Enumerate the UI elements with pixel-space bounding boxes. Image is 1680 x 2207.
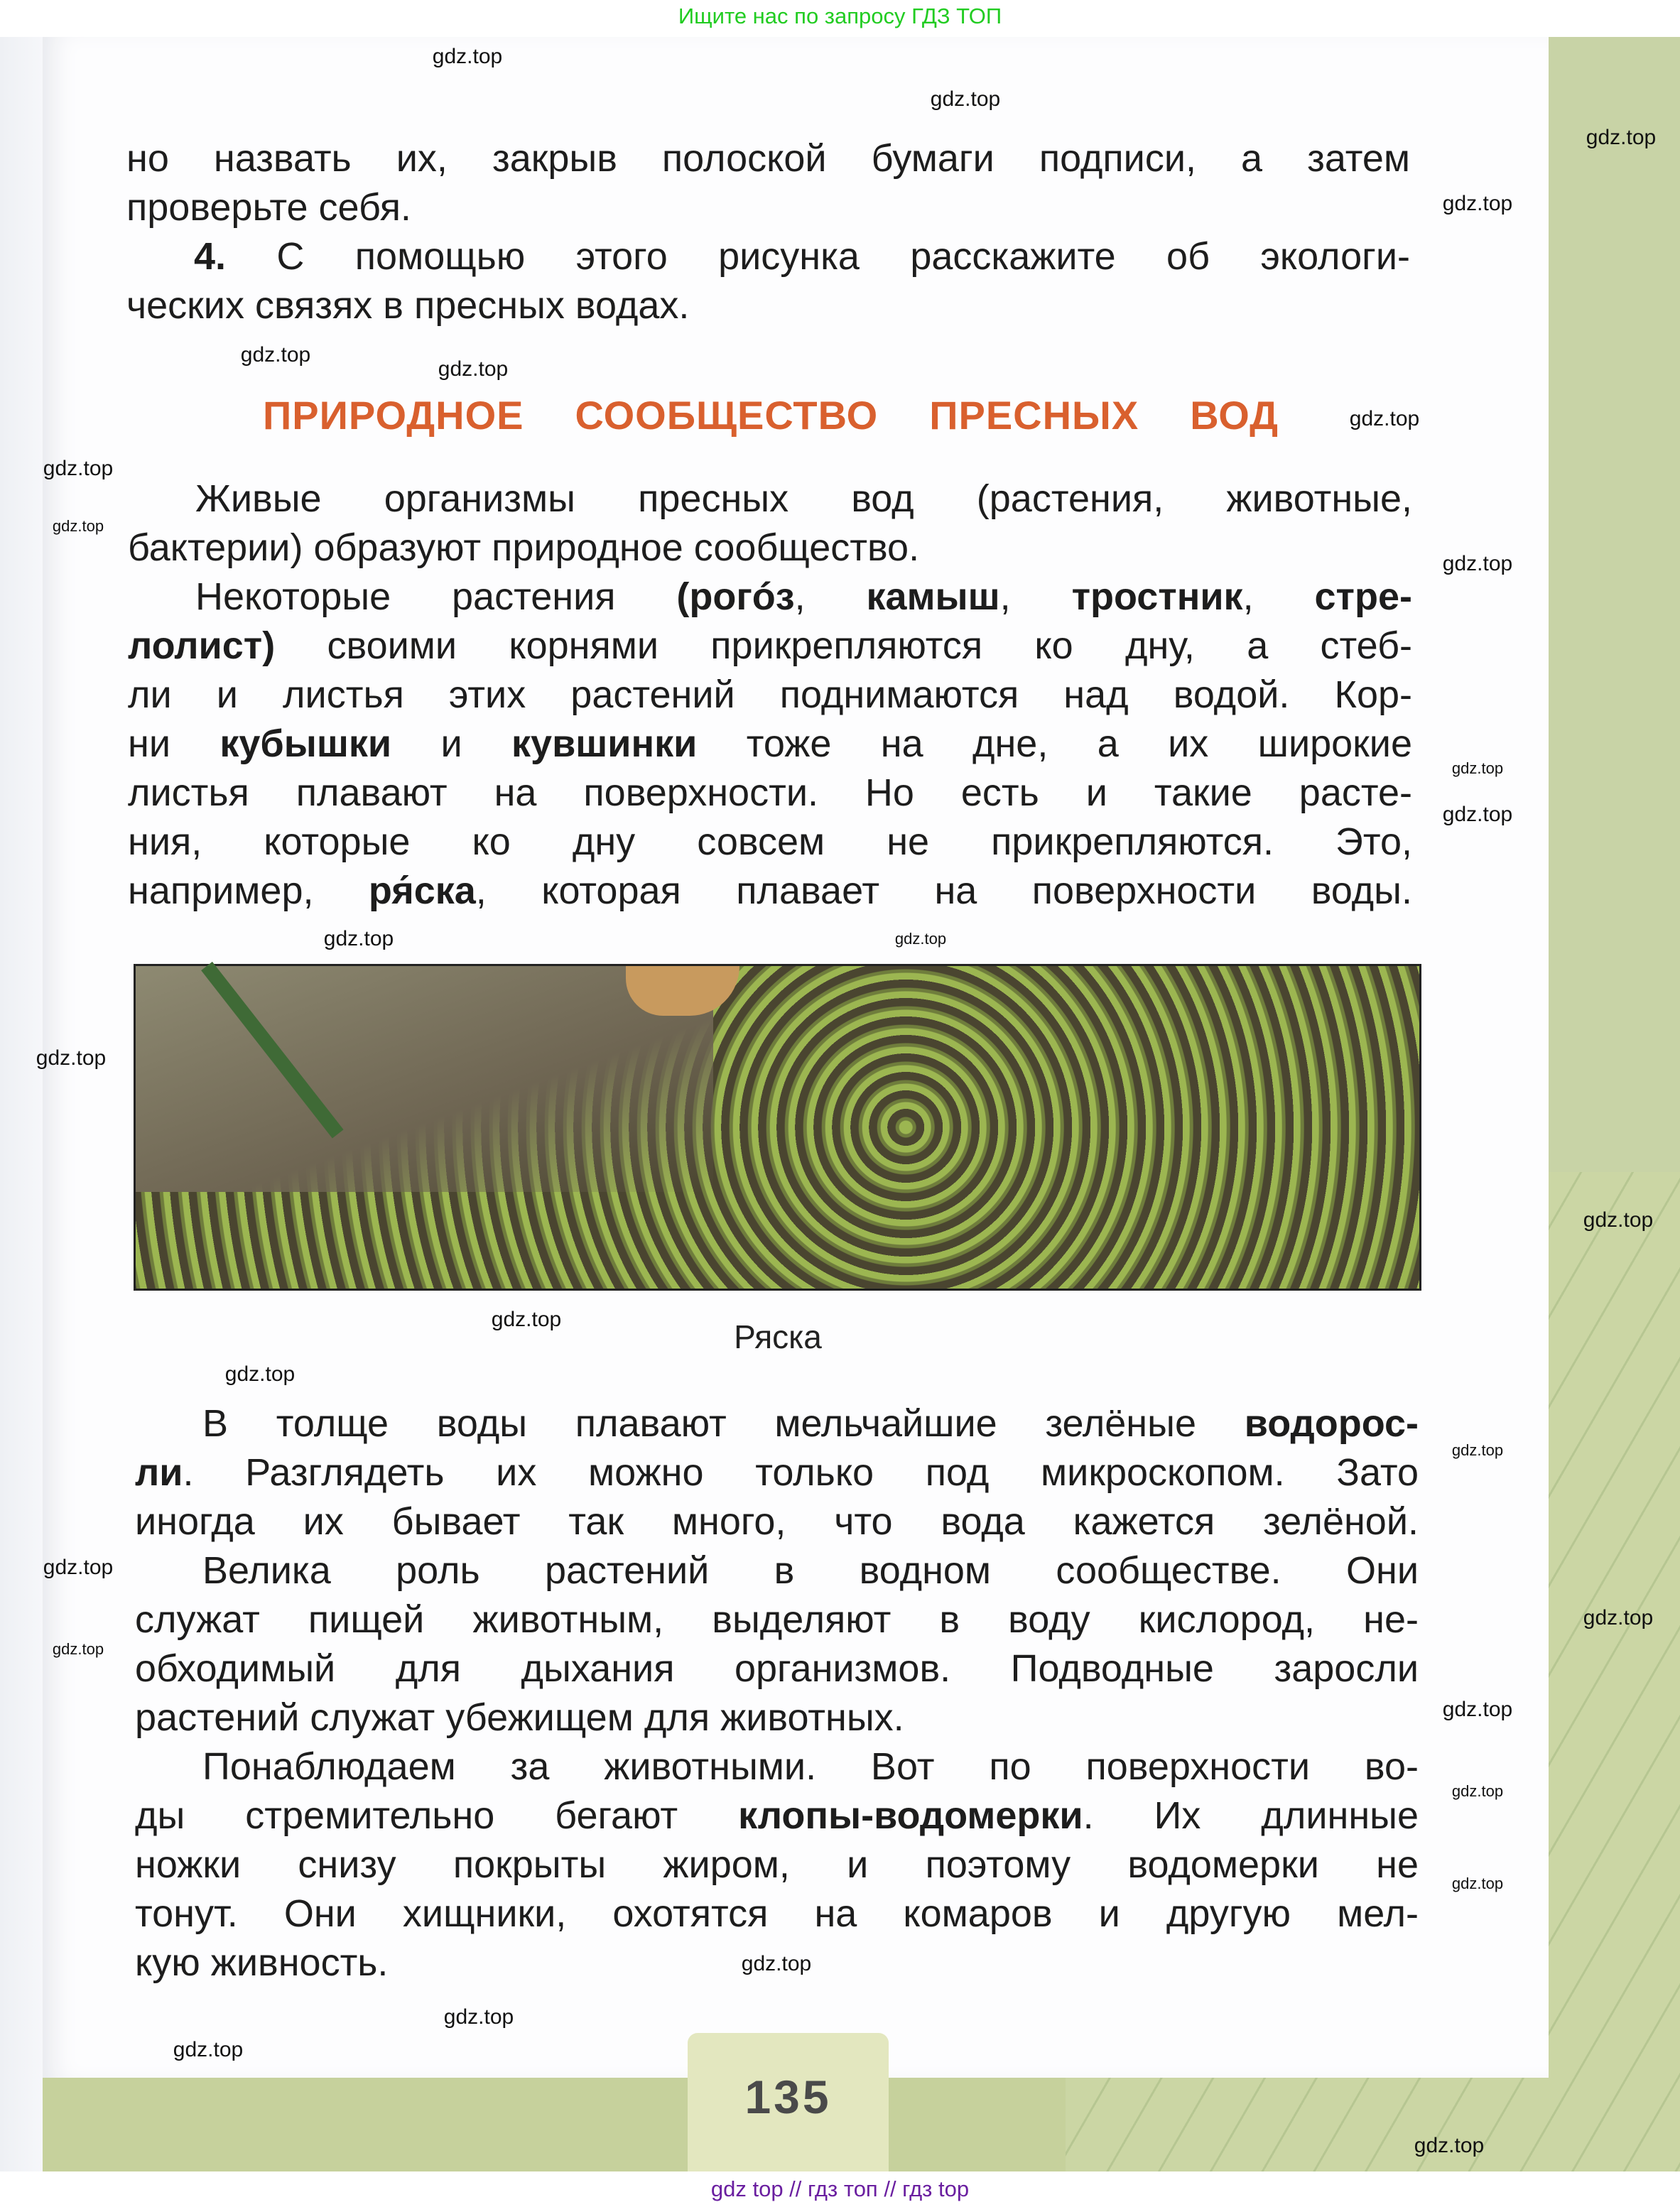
text-line (128, 622, 1412, 671)
text-line (128, 769, 1412, 818)
text-segment: . Их длинные (1083, 1794, 1419, 1837)
text-segment: ческих связях в пресных водах. (126, 284, 690, 327)
footer-banner (0, 2171, 1680, 2207)
text-segment: бактерии) образуют природное сообщество. (128, 526, 920, 569)
watermark: gdz.top (1349, 407, 1420, 430)
text-segment: иногда их бывает так много, что вода кажется зелёной. (135, 1500, 1419, 1543)
text-segment: листья плавают на поверхности. Но есть и такие расте- (128, 771, 1412, 814)
text-segment: служат пищей животным, выделяют в воду кислород, не- (135, 1598, 1419, 1641)
watermark: gdz.top (323, 927, 394, 950)
text-segment: С помощью этого рисунка расскажите об экологи- (276, 235, 1411, 278)
watermark: gdz.top (1442, 803, 1513, 826)
text-segment: растений служат убежищем для животных. (135, 1696, 904, 1739)
watermark: gdz.top (240, 343, 311, 367)
text-line (135, 1644, 1419, 1693)
watermark: gdz.top (741, 1952, 812, 1975)
watermark: gdz.top (224, 1362, 296, 1386)
text-line (135, 1791, 1419, 1840)
watermark: gdz.top (432, 45, 503, 68)
text-line (128, 671, 1412, 720)
bold-term: лолист) (128, 624, 276, 667)
text-segment: кую живность. (135, 1941, 389, 1984)
top-banner-text: Ищите нас по запросу ГДЗ ТОП (678, 4, 1002, 28)
bold-term: кувшинки (511, 722, 698, 765)
text-segment: ли и листья этих растений поднимаются над водой. Кор- (128, 673, 1412, 716)
text-segment: проверьте себя. (126, 186, 411, 229)
text-line (202, 1546, 1419, 1595)
photo-caption: Ряска (734, 1318, 822, 1355)
text-segment: своими корнями прикрепляются ко дну, а стеб- (275, 624, 1412, 667)
text-segment: , (1242, 575, 1315, 618)
watermark: gdz.top (1451, 1782, 1504, 1800)
watermark: gdz.top (1451, 1441, 1504, 1459)
section-heading: ПРИРОДНОЕ СООБЩЕСТВО ПРЕСНЫХ ВОД (263, 393, 1279, 438)
text-segment: и (391, 722, 512, 765)
text-segment: тоже на дне, а их широкие (697, 722, 1412, 765)
text-line (135, 1595, 1419, 1644)
watermark: gdz.top (36, 1046, 107, 1070)
bold-term: ли (135, 1451, 183, 1494)
text-line (128, 720, 1412, 769)
text-segment: Велика роль растений в водном сообществе. Они (202, 1549, 1419, 1592)
watermark: gdz.top (43, 457, 114, 480)
text-line (135, 1840, 1419, 1889)
text-segment: , (999, 575, 1072, 618)
bold-term: (рогóз (676, 575, 795, 618)
photo-mud-area (136, 966, 713, 1192)
text-line (126, 183, 1410, 232)
text-segment: Понаблюдаем за животными. Вот по поверхности во- (202, 1745, 1419, 1788)
bold-term: тростник (1071, 575, 1243, 618)
text-segment: ножки снизу покрыты жиром, и поэтому водомерки не (135, 1843, 1419, 1886)
bold-term: кубышки (220, 722, 392, 765)
text-line (135, 1889, 1419, 1938)
text-line (126, 134, 1410, 183)
text-line (128, 867, 1412, 916)
text-segment: ния, которые ко дну совсем не прикрепляются. Это, (128, 820, 1412, 863)
bold-term: 4. (194, 235, 277, 278)
text-segment: но назвать их, закрыв полоской бумаги подписи, а затем (126, 137, 1410, 180)
watermark: gdz.top (1442, 1698, 1513, 1721)
watermark: gdz.top (1451, 1875, 1504, 1892)
watermark: gdz.top (438, 357, 509, 381)
watermark: gdz.top (52, 517, 104, 535)
bold-term: стре- (1314, 575, 1412, 618)
bold-term: камыш (866, 575, 1000, 618)
watermark: gdz.top (1442, 552, 1513, 575)
watermark: gdz.top (443, 2005, 514, 2029)
watermark: gdz.top (1586, 126, 1657, 149)
bold-term: клопы-водомерки (738, 1794, 1083, 1837)
text-line (128, 524, 1412, 573)
text-segment: например, (128, 869, 369, 912)
bold-term: ря́ска (368, 869, 476, 912)
watermark: gdz.top (1414, 2134, 1485, 2157)
text-segment: Живые организмы пресных вод (растения, животные, (195, 477, 1412, 520)
text-segment: . Разглядеть их можно только под микроскопом. Зато (183, 1451, 1419, 1494)
text-line (128, 818, 1412, 867)
text-segment: обходимый для дыхания организмов. Подводные заросли (135, 1647, 1419, 1690)
page-number-tab (688, 2033, 889, 2171)
watermark: gdz.top (1442, 192, 1513, 215)
top-banner (0, 0, 1680, 37)
text-line (194, 232, 1410, 281)
page-number: 135 (744, 2071, 832, 2123)
watermark: gdz.top (1451, 759, 1504, 777)
text-line (126, 281, 1410, 330)
watermark: gdz.top (930, 87, 1001, 111)
text-segment: ды стремительно бегают (135, 1794, 739, 1837)
bold-term: водорос- (1244, 1402, 1419, 1445)
text-line (135, 1693, 1419, 1742)
watermark: gdz.top (1583, 1208, 1654, 1232)
text-segment: тонут. Они хищники, охотятся на комаров и другую мел- (135, 1892, 1419, 1935)
text-segment: ни (128, 722, 220, 765)
text-line (195, 475, 1412, 524)
duckweed-photo (134, 964, 1421, 1291)
watermark: gdz.top (52, 1640, 104, 1658)
text-line (135, 1448, 1419, 1497)
text-segment: Некоторые растения (195, 575, 677, 618)
photo-dry-leaf (626, 966, 739, 1016)
text-segment: , (794, 575, 867, 618)
text-line (202, 1742, 1419, 1791)
text-line (202, 1399, 1419, 1448)
watermark: gdz.top (1583, 1606, 1654, 1630)
text-line (195, 573, 1412, 622)
watermark: gdz.top (43, 1556, 114, 1579)
watermark: gdz.top (491, 1308, 562, 1331)
footer-banner-text: gdz top // гдз топ // гдз top (710, 2176, 970, 2201)
text-line (135, 1497, 1419, 1546)
watermark: gdz.top (894, 930, 947, 948)
watermark: gdz.top (173, 2038, 244, 2061)
book-gutter (0, 37, 43, 2171)
text-segment: , которая плавает на поверхности воды. (475, 869, 1412, 912)
text-segment: В толще воды плавают мельчайшие зелёные (202, 1402, 1245, 1445)
